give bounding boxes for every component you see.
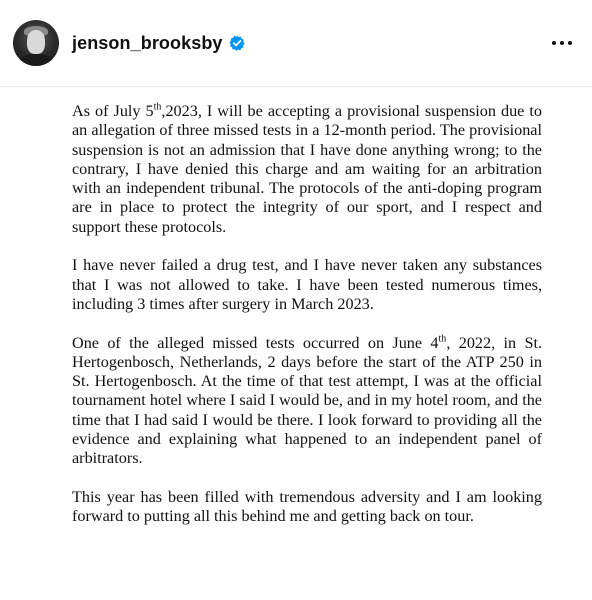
paragraph-text: As of July 5 (72, 102, 154, 120)
avatar[interactable] (13, 20, 59, 66)
post-statement (72, 102, 542, 546)
paragraph-text: I have never failed a drug test, and I have never taken any substances that I was not allowed to take. I have been tested numerous times, including 3 times after surgery in March 2023. (72, 256, 542, 313)
avatar-face (27, 30, 45, 54)
header-divider (0, 86, 592, 87)
statement-paragraph (72, 334, 542, 469)
paragraph-text: , 2022, in St. Hertogenbosch, Netherlands, 2 days before the start of the ATP 250 in St. Hertogenbosch. At the time of that test attempt, I was at the official tournament hotel where I said I would be, and in my hotel room, and the time that I had said I would be there. I look forward to providing all the evidence and explaining what happened to an independent panel of arbitrators. (72, 333, 543, 468)
more-options-icon[interactable] (550, 35, 574, 51)
statement-paragraph (72, 102, 542, 237)
post-header (0, 0, 592, 86)
statement-paragraph (72, 488, 542, 527)
username-link[interactable]: jenson_brooksby (72, 32, 223, 53)
verified-badge-icon (229, 35, 245, 51)
more-dot (552, 41, 556, 45)
more-dot (560, 41, 564, 45)
superscript: th (153, 101, 162, 113)
paragraph-text: One of the alleged missed tests occurred on June 4 (72, 333, 439, 352)
paragraph-text: ,2023, I will be accepting a provisional suspension due to an allegation of three missed tests in a 12-month period. The provisional suspension is not an admission that I have done anything wrong; to the contrary, I have denied this charge and am waiting for an arbitration with an independent tribunal. The protocols of the anti-doping program are in place to protect the integrity of our sport, and I respect and support these protocols. (72, 102, 542, 236)
avatar-shoulders (17, 54, 55, 66)
statement-paragraph (72, 256, 542, 314)
paragraph-text: This year has been filled with tremendous adversity and I am looking forward to putting all this behind me and getting back on tour. (72, 487, 542, 526)
more-dot (568, 41, 572, 45)
superscript: th (438, 333, 447, 345)
